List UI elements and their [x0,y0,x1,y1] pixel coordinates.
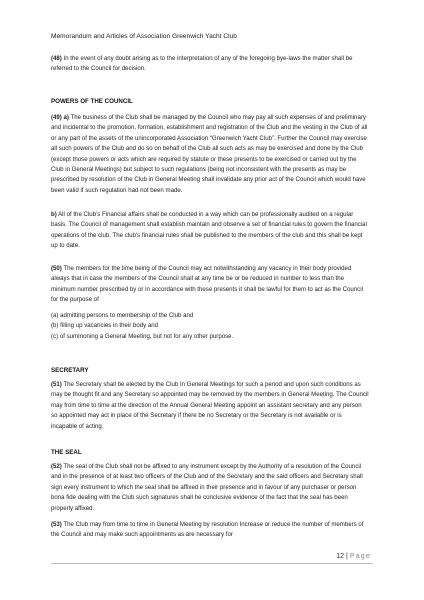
paragraph-text: The Secretary shall be elected by the Club In General Meetings for such a period and upon such conditions as may be thought fit and any Secretary so appointed may be removed by the members in General Meeting. The Council may from time to time at the direction of the Annual General Meeting appoint an assistant secretary and any person so appointed may act in place of the Secretary if there be no Secretary or the Secretary is not available or is incapable of acting. [51,381,369,430]
paragraph-49b [51,210,369,252]
page-footer [336,553,371,560]
paragraph-number: (50) [51,265,62,272]
paragraph-number: (51) [51,381,62,388]
footer-separator: | [346,553,348,560]
paragraph-number: (49) a) [51,114,69,121]
list-item: (c) of summoning a General Meeting, but not for any other purpose. [51,332,234,340]
paragraph-48 [51,54,369,75]
paragraph-51 [51,380,369,432]
paragraph-number: b) [51,211,57,218]
list-item: (b) filling up vacancies in their body and [51,322,159,330]
running-header: Memorandum and Articles of Association Greenwich Yacht Club [51,33,237,40]
paragraph-text: The members for the time being of the Council may act notwithstanding any vacancy in their body provided always that in case the members of the Council shall at any time be or be reduced in number to less than the minimum number prescribed by or in accordance with these presents it shall be lawful for them to act as the Council for the purpose of [51,265,363,304]
paragraph-number: (52) [51,463,62,470]
section-heading-seal: THE SEAL [51,449,82,456]
list-item: (a) admitting persons to membership of the Club and [51,312,194,319]
paragraph-text: In the event of any doubt arising as to the interpretation of any of the foregoing bye-laws the matter shall be referred to the Council for decision. [51,55,353,73]
section-heading-secretary: SECRETARY [51,367,89,374]
paragraph-49a [51,113,369,196]
paragraph-text: The business of the Club shall be managed by the Council who may pay all such expenses of and preliminary and incidental to the promotion, formation, establishment and registration of the Club and the vesting in the Club of all or any part of the assets of the unincorporated Association “Greenwich Yacht Club”. Further the Council may exercise all such powers of the Club and do so on behalf of the Club all such acts as may be exercised and done by the Club (except those powers or acts which are required by statute or these presents to be exercised or carried out by the Club in General Meetings) but subject to such regulations (being not inconsistent with the presents as may be prescribed by resolution of the Club in General Meeting shall invalidate any prior act of the Council which would have been valid if such regulation had not been made. [51,114,368,194]
paragraph-number: (48) [51,55,62,62]
paragraph-52 [51,462,369,514]
page-number: 12 [336,553,345,560]
paragraph-text: All of the Club’s Financial affairs shall be conducted in a way which can be professionally audited on a regular basis. The Council of management shall establish maintain and observe a set of financial rules to govern the financial operations of the club. The club’s financial rules shall be published to the members of the club and this shall be kept up to date. [51,211,367,250]
page-word: Page [349,553,371,560]
footer-rule [51,563,373,564]
paragraph-50 [51,264,369,306]
paragraph-50-list [51,311,369,342]
paragraph-53 [51,520,369,541]
section-heading-powers: POWERS OF THE COUNCIL [51,98,133,105]
paragraph-number: (53) [51,521,62,528]
paragraph-text: The seal of the Club shall not be affixed to any instrument except by the Authority of a resolution of the Council and in the presence of at least two officers of the Club and of the Secretary and the said officers and Secretary shall sign every instrument to which the seal shall be affixed in their presence and in favour of any purchaser or person bona fide dealing with the Club such signatures shall he conclusive evidence of the fact that the seal has been properly affixed. [51,463,363,512]
paragraph-text: The Club may from time to time in General Meeting by resolution Increase or reduce the number of members of the Council and may make such appointments as are necessary for [51,521,364,539]
